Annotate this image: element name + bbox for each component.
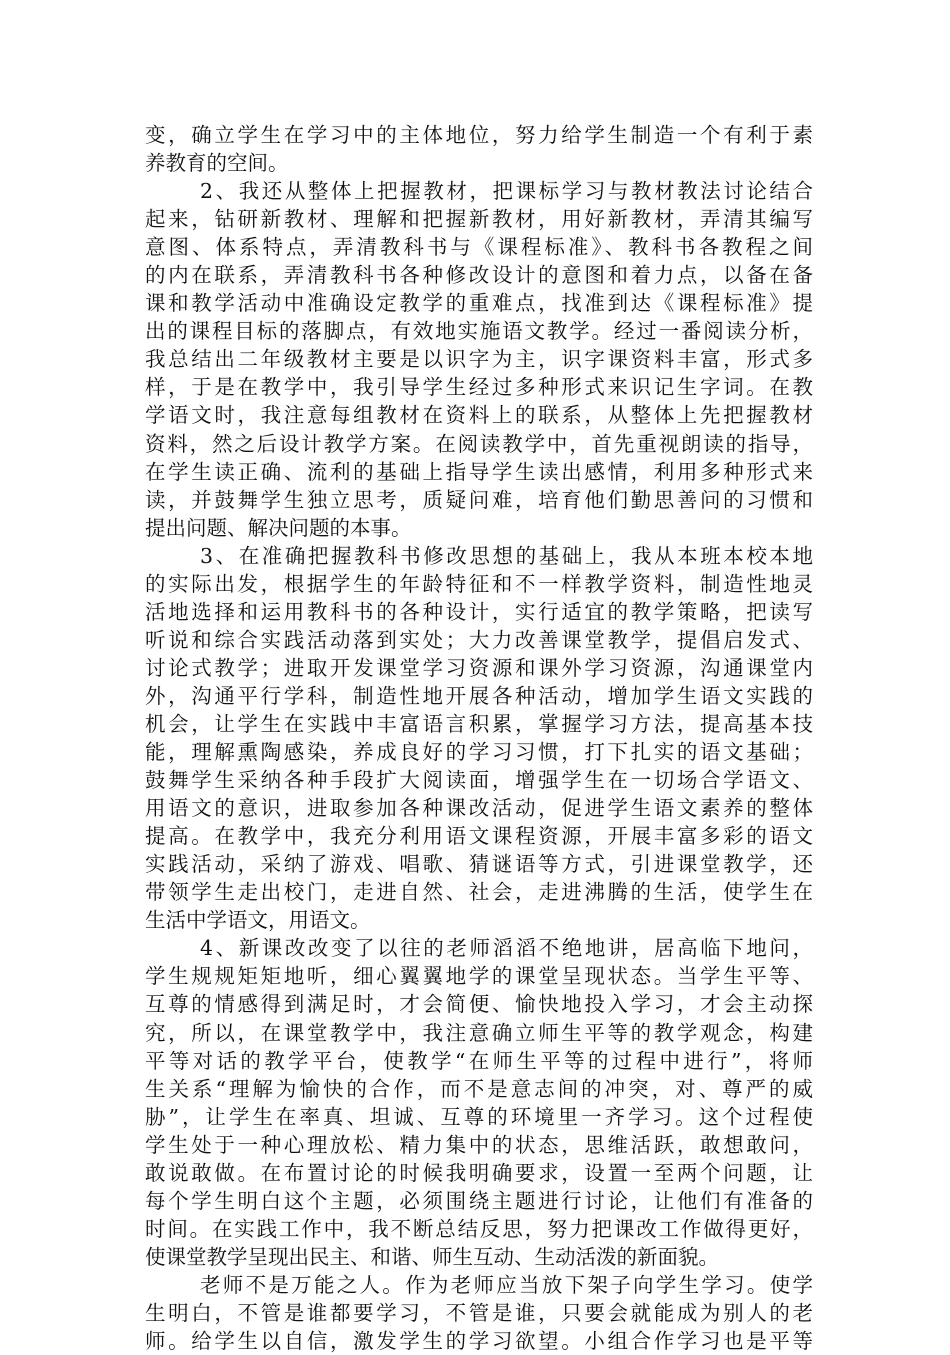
text-line: 听说和综合实践活动落到实处；大力改善课堂教学，提倡启发式、 bbox=[145, 627, 813, 652]
text-line: 讨论式教学；进取开发课堂学习资源和课外学习资源，沟通课堂内 bbox=[145, 655, 813, 680]
text-line: 用语文的意识，进取参加各种课改活动，促进学生语文素养的整体 bbox=[145, 796, 813, 821]
text-line: 平等对话的教学平台，使教学“在师生平等的过程中进行”，将师 bbox=[145, 1048, 813, 1073]
text-line: 出的课程目标的落脚点，有效地实施语文教学。经过一番阅读分析， bbox=[145, 319, 813, 344]
text-line: 学生处于一种心理放松、精力集中的状态，思维活跃，敢想敢问， bbox=[145, 1132, 813, 1157]
text-line: 使课堂教学呈现出民主、和谐、师生互动、生动活泼的新面貌。 bbox=[145, 1244, 719, 1269]
text-line: 读，并鼓舞学生独立思考，质疑问难，培育他们勤思善问的习惯和 bbox=[145, 487, 813, 512]
text-line: 课和教学活动中准确设定教学的重难点，找准到达《课程标准》提 bbox=[145, 291, 813, 316]
text-line: 能，理解熏陶感染，养成良好的学习习惯，打下扎实的语文基础； bbox=[145, 740, 813, 765]
text-line: 3、在准确把握教科书修改思想的基础上，我从本班本校本地 bbox=[200, 543, 813, 568]
text-line: 时间。在实践工作中，我不断总结反思，努力把课改工作做得更好， bbox=[145, 1216, 813, 1241]
text-line: 每个学生明白这个主题，必须围绕主题进行讨论，让他们有准备的 bbox=[145, 1188, 813, 1213]
text-line: 老师不是万能之人。作为老师应当放下架子向学生学习。使学 bbox=[200, 1272, 813, 1297]
text-line: 提高。在教学中，我充分利用语文课程资源，开展丰富多彩的语文 bbox=[145, 824, 813, 849]
text-line: 机会，让学生在实践中丰富语言积累，掌握学习方法，提高基本技 bbox=[145, 711, 813, 736]
text-line: 变，确立学生在学习中的主体地位，努力给学生制造一个有利于素 bbox=[145, 123, 813, 147]
text-line: 样，于是在教学中，我引导学生经过多种形式来识记生字词。在教 bbox=[145, 375, 813, 400]
text-line: 生活中学语文，用语文。 bbox=[145, 908, 371, 933]
text-line: 互尊的情感得到满足时，才会简便、愉快地投入学习，才会主动探 bbox=[145, 992, 813, 1017]
text-line: 学生规规矩矩地听，细心翼翼地学的课堂呈现状态。当学生平等、 bbox=[145, 964, 813, 989]
text-line: 外，沟通平行学科，制造性地开展各种活动，增加学生语文实践的 bbox=[145, 683, 813, 708]
text-line: 意图、体系特点，弄清教科书与《课程标准》、教科书各教程之间 bbox=[145, 235, 813, 260]
text-line: 活地选择和运用教科书的各种设计，实行适宜的教学策略，把读写 bbox=[145, 599, 813, 624]
text-line: 4、新课改改变了以往的老师滔滔不绝地讲，居高临下地问， bbox=[200, 936, 813, 961]
text-line: 提出问题、解决问题的本事。 bbox=[145, 515, 412, 540]
text-line: 胁”，让学生在率真、坦诚、互尊的环境里一齐学习。这个过程使 bbox=[145, 1104, 813, 1129]
text-line: 的内在联系，弄清教科书各种修改设计的意图和着力点，以备在备 bbox=[145, 263, 813, 288]
text-line: 师。给学生以自信，激发学生的学习欲望。小组合作学习也是平等 bbox=[145, 1329, 813, 1354]
text-line: 生关系“理解为愉快的合作，而不是意志间的冲突，对、尊严的威 bbox=[145, 1076, 813, 1101]
text-line: 鼓舞学生采纳各种手段扩大阅读面，增强学生在一切场合学语文、 bbox=[145, 768, 813, 793]
text-line: 的实际出发，根据学生的年龄特征和不一样教学资料，制造性地灵 bbox=[145, 571, 813, 596]
document-body bbox=[145, 121, 813, 1355]
text-line: 究，所以，在课堂教学中，我注意确立师生平等的教学观念，构建 bbox=[145, 1020, 813, 1045]
text-line: 生明白，不管是谁都要学习，不管是谁，只要会就能成为别人的老 bbox=[145, 1300, 813, 1325]
text-line: 起来，钻研新教材、理解和把握新教材，用好新教材，弄清其编写 bbox=[145, 207, 813, 232]
text-line: 养教育的空间。 bbox=[145, 151, 289, 176]
text-line: 敢说敢做。在布置讨论的时候我明确要求，设置一至两个问题，让 bbox=[145, 1160, 813, 1185]
text-line: 资料，然之后设计教学方案。在阅读教学中，首先重视朗读的指导， bbox=[145, 431, 813, 456]
text-line: 在学生读正确、流利的基础上指导学生读出感情，利用多种形式来 bbox=[145, 459, 813, 484]
text-line: 我总结出二年级教材主要是以识字为主，识字课资料丰富，形式多 bbox=[145, 347, 813, 372]
text-line: 实践活动，采纳了游戏、唱歌、猜谜语等方式，引进课堂教学，还 bbox=[145, 852, 813, 877]
text-line: 学语文时，我注意每组教材在资料上的联系，从整体上先把握教材 bbox=[145, 403, 813, 428]
text-line: 带领学生走出校门，走进自然、社会，走进沸腾的生活，使学生在 bbox=[145, 880, 813, 905]
text-line: 2、我还从整体上把握教材，把课标学习与教材教法讨论结合 bbox=[200, 179, 813, 204]
